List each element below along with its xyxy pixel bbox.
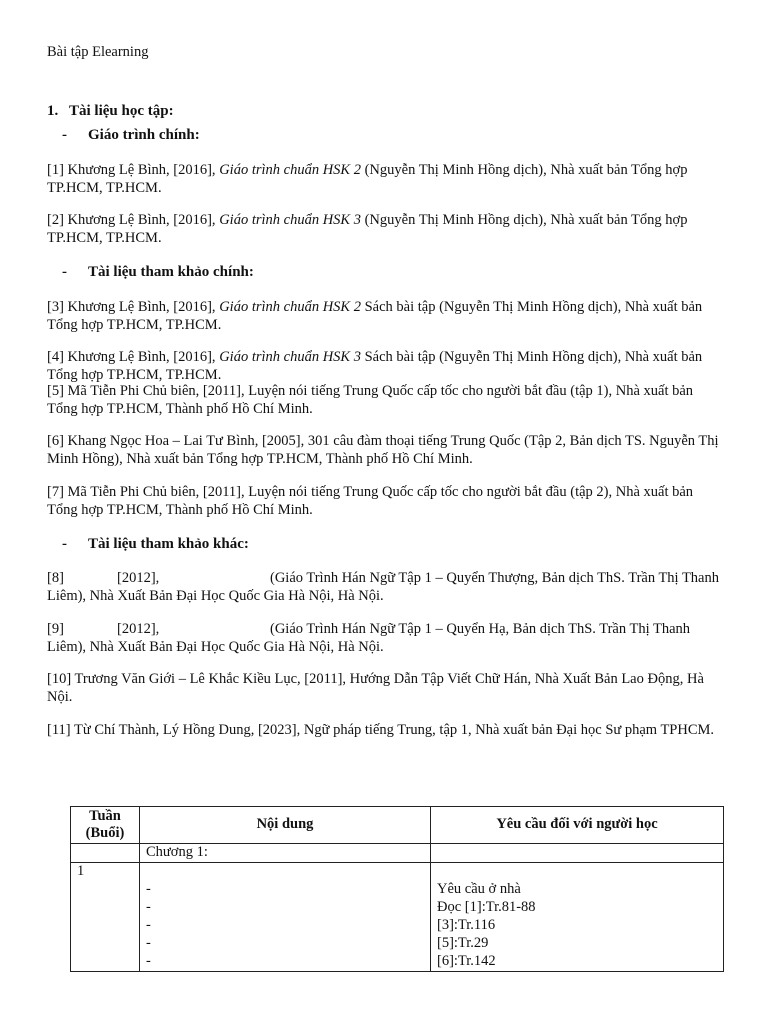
- subheading-main-textbooks: [62, 127, 200, 145]
- ref-text: Sách bài tập (Nguyễn Thị Minh Hồng dịch), Nhà xuất bản Tổng hợp TP.HCM, TP.HCM.: [47, 349, 703, 383]
- ref-text: (Giáo Trình Hán Ngữ Tập 1 – Quyển Hạ, Bản dịch ThS. Trần Thị Thanh Liêm), Nhà Xuất Bản Đại Học Quốc Gia Hà Nội, Hà Nội.: [47, 621, 691, 655]
- ref-text: [4] Khương Lệ Bình, [2016],: [47, 349, 220, 365]
- subheading-title: Giáo trình chính:: [88, 127, 200, 143]
- reference-10: [10] Trương Văn Giới – Lê Khắc Kiều Lục, [2011], Hướng Dẫn Tập Viết Chữ Hán, Nhà Xuất Bản Lao Động, Hà Nội.: [47, 671, 704, 705]
- content-dash: -: [146, 898, 151, 915]
- reference-3: [47, 299, 727, 334]
- ref-text: [1] Khương Lệ Bình, [2016],: [47, 162, 220, 178]
- ref-title: Giáo trình chuẩn HSK 2: [219, 299, 361, 315]
- header-week: Tuần (Buổi): [71, 807, 140, 844]
- ref-number: [8]: [47, 570, 64, 586]
- reference-9: [47, 621, 727, 656]
- subheading-title: Tài liệu tham khảo khác:: [88, 536, 249, 552]
- bullet-dash: -: [62, 127, 67, 143]
- ref-text: (Nguyễn Thị Minh Hồng dịch), Nhà xuất bản Tổng hợp TP.HCM, TP.HCM.: [47, 212, 688, 246]
- table-cell: [431, 844, 724, 863]
- subheading-other-references: [62, 536, 249, 554]
- ref-title: Giáo trình chuẩn HSK 3: [219, 349, 361, 365]
- subheading-main-references: [62, 264, 254, 282]
- bullet-dash: -: [62, 536, 67, 552]
- week-cell: 1: [71, 862, 140, 971]
- header-requirements: Yêu cầu đối với người học: [431, 807, 724, 844]
- content-dash: -: [146, 916, 151, 933]
- requirement-item: [6]:Tr.142: [437, 952, 496, 969]
- section-title: Tài liệu học tập:: [69, 103, 174, 119]
- requirement-title: Yêu cầu ở nhà: [437, 880, 521, 897]
- ref-title: Giáo trình chuẩn HSK 3: [219, 212, 361, 228]
- section-heading-1: [47, 103, 174, 121]
- reference-1: [47, 162, 727, 197]
- ref-text: [3] Khương Lệ Bình, [2016],: [47, 299, 220, 315]
- requirement-item: Đọc [1]:Tr.81-88: [437, 898, 536, 915]
- ref-text: Sách bài tập (Nguyễn Thị Minh Hồng dịch), Nhà xuất bản Tổng hợp TP.HCM, TP.HCM.: [47, 299, 703, 333]
- ref-number: [9]: [47, 621, 64, 637]
- content-dash: -: [146, 934, 151, 951]
- ref-year: [2012],: [117, 621, 160, 637]
- header-content: Nội dung: [140, 807, 431, 844]
- table-row: [71, 862, 724, 971]
- reference-2: [47, 212, 727, 247]
- reference-8: [47, 570, 727, 605]
- requirement-item: [5]:Tr.29: [437, 934, 489, 951]
- reference-5: [5] Mã Tiễn Phi Chủ biên, [2011], Luyện nói tiếng Trung Quốc cấp tốc cho người bắt đầu (tập 1), Nhà xuất bản Tổng hợp TP.HCM, Thành phố Hồ Chí Minh.: [47, 383, 694, 417]
- reference-4: [47, 349, 727, 384]
- content-cell: [140, 862, 431, 971]
- ref-text: (Giáo Trình Hán Ngữ Tập 1 – Quyển Thượng, Bản dịch ThS. Trần Thị Thanh Liêm), Nhà Xuất Bản Đại Học Quốc Gia Hà Nội, Hà Nội.: [47, 570, 719, 604]
- requirement-item: [3]:Tr.116: [437, 916, 496, 933]
- ref-year: [2012],: [117, 570, 160, 586]
- document-header: Bài tập Elearning: [47, 44, 149, 60]
- ref-text: (Nguyễn Thị Minh Hồng dịch), Nhà xuất bản Tổng hợp TP.HCM, TP.HCM.: [47, 162, 688, 196]
- subheading-title: Tài liệu tham khảo chính:: [88, 264, 254, 280]
- table-header-row: [71, 807, 724, 844]
- chapter-cell: Chương 1:: [140, 844, 431, 863]
- reference-6: [6] Khang Ngọc Hoa – Lai Tư Bình, [2005], 301 câu đàm thoại tiếng Trung Quốc (Tập 2, Bản dịch TS. Nguyễn Thị Minh Hồng), Nhà xuất bản Tổng hợp TP.HCM, Thành phố Hồ Chí Minh.: [47, 433, 719, 467]
- bullet-dash: -: [62, 264, 67, 280]
- schedule-table: [70, 806, 724, 972]
- content-dash: -: [146, 952, 151, 969]
- requirements-cell: [431, 862, 724, 971]
- table-cell: [71, 844, 140, 863]
- ref-text: [2] Khương Lệ Bình, [2016],: [47, 212, 220, 228]
- reference-11: [11] Từ Chí Thành, Lý Hồng Dung, [2023], Ngữ pháp tiếng Trung, tập 1, Nhà xuất bản Đại học Sư phạm TPHCM.: [47, 722, 715, 738]
- ref-title: Giáo trình chuẩn HSK 2: [219, 162, 361, 178]
- table-row: [71, 844, 724, 863]
- reference-7: [7] Mã Tiễn Phi Chủ biên, [2011], Luyện nói tiếng Trung Quốc cấp tốc cho người bắt đầu (tập 2), Nhà xuất bản Tổng hợp TP.HCM, Thành phố Hồ Chí Minh.: [47, 484, 694, 518]
- section-number: 1.: [47, 103, 59, 119]
- content-dash: -: [146, 880, 151, 897]
